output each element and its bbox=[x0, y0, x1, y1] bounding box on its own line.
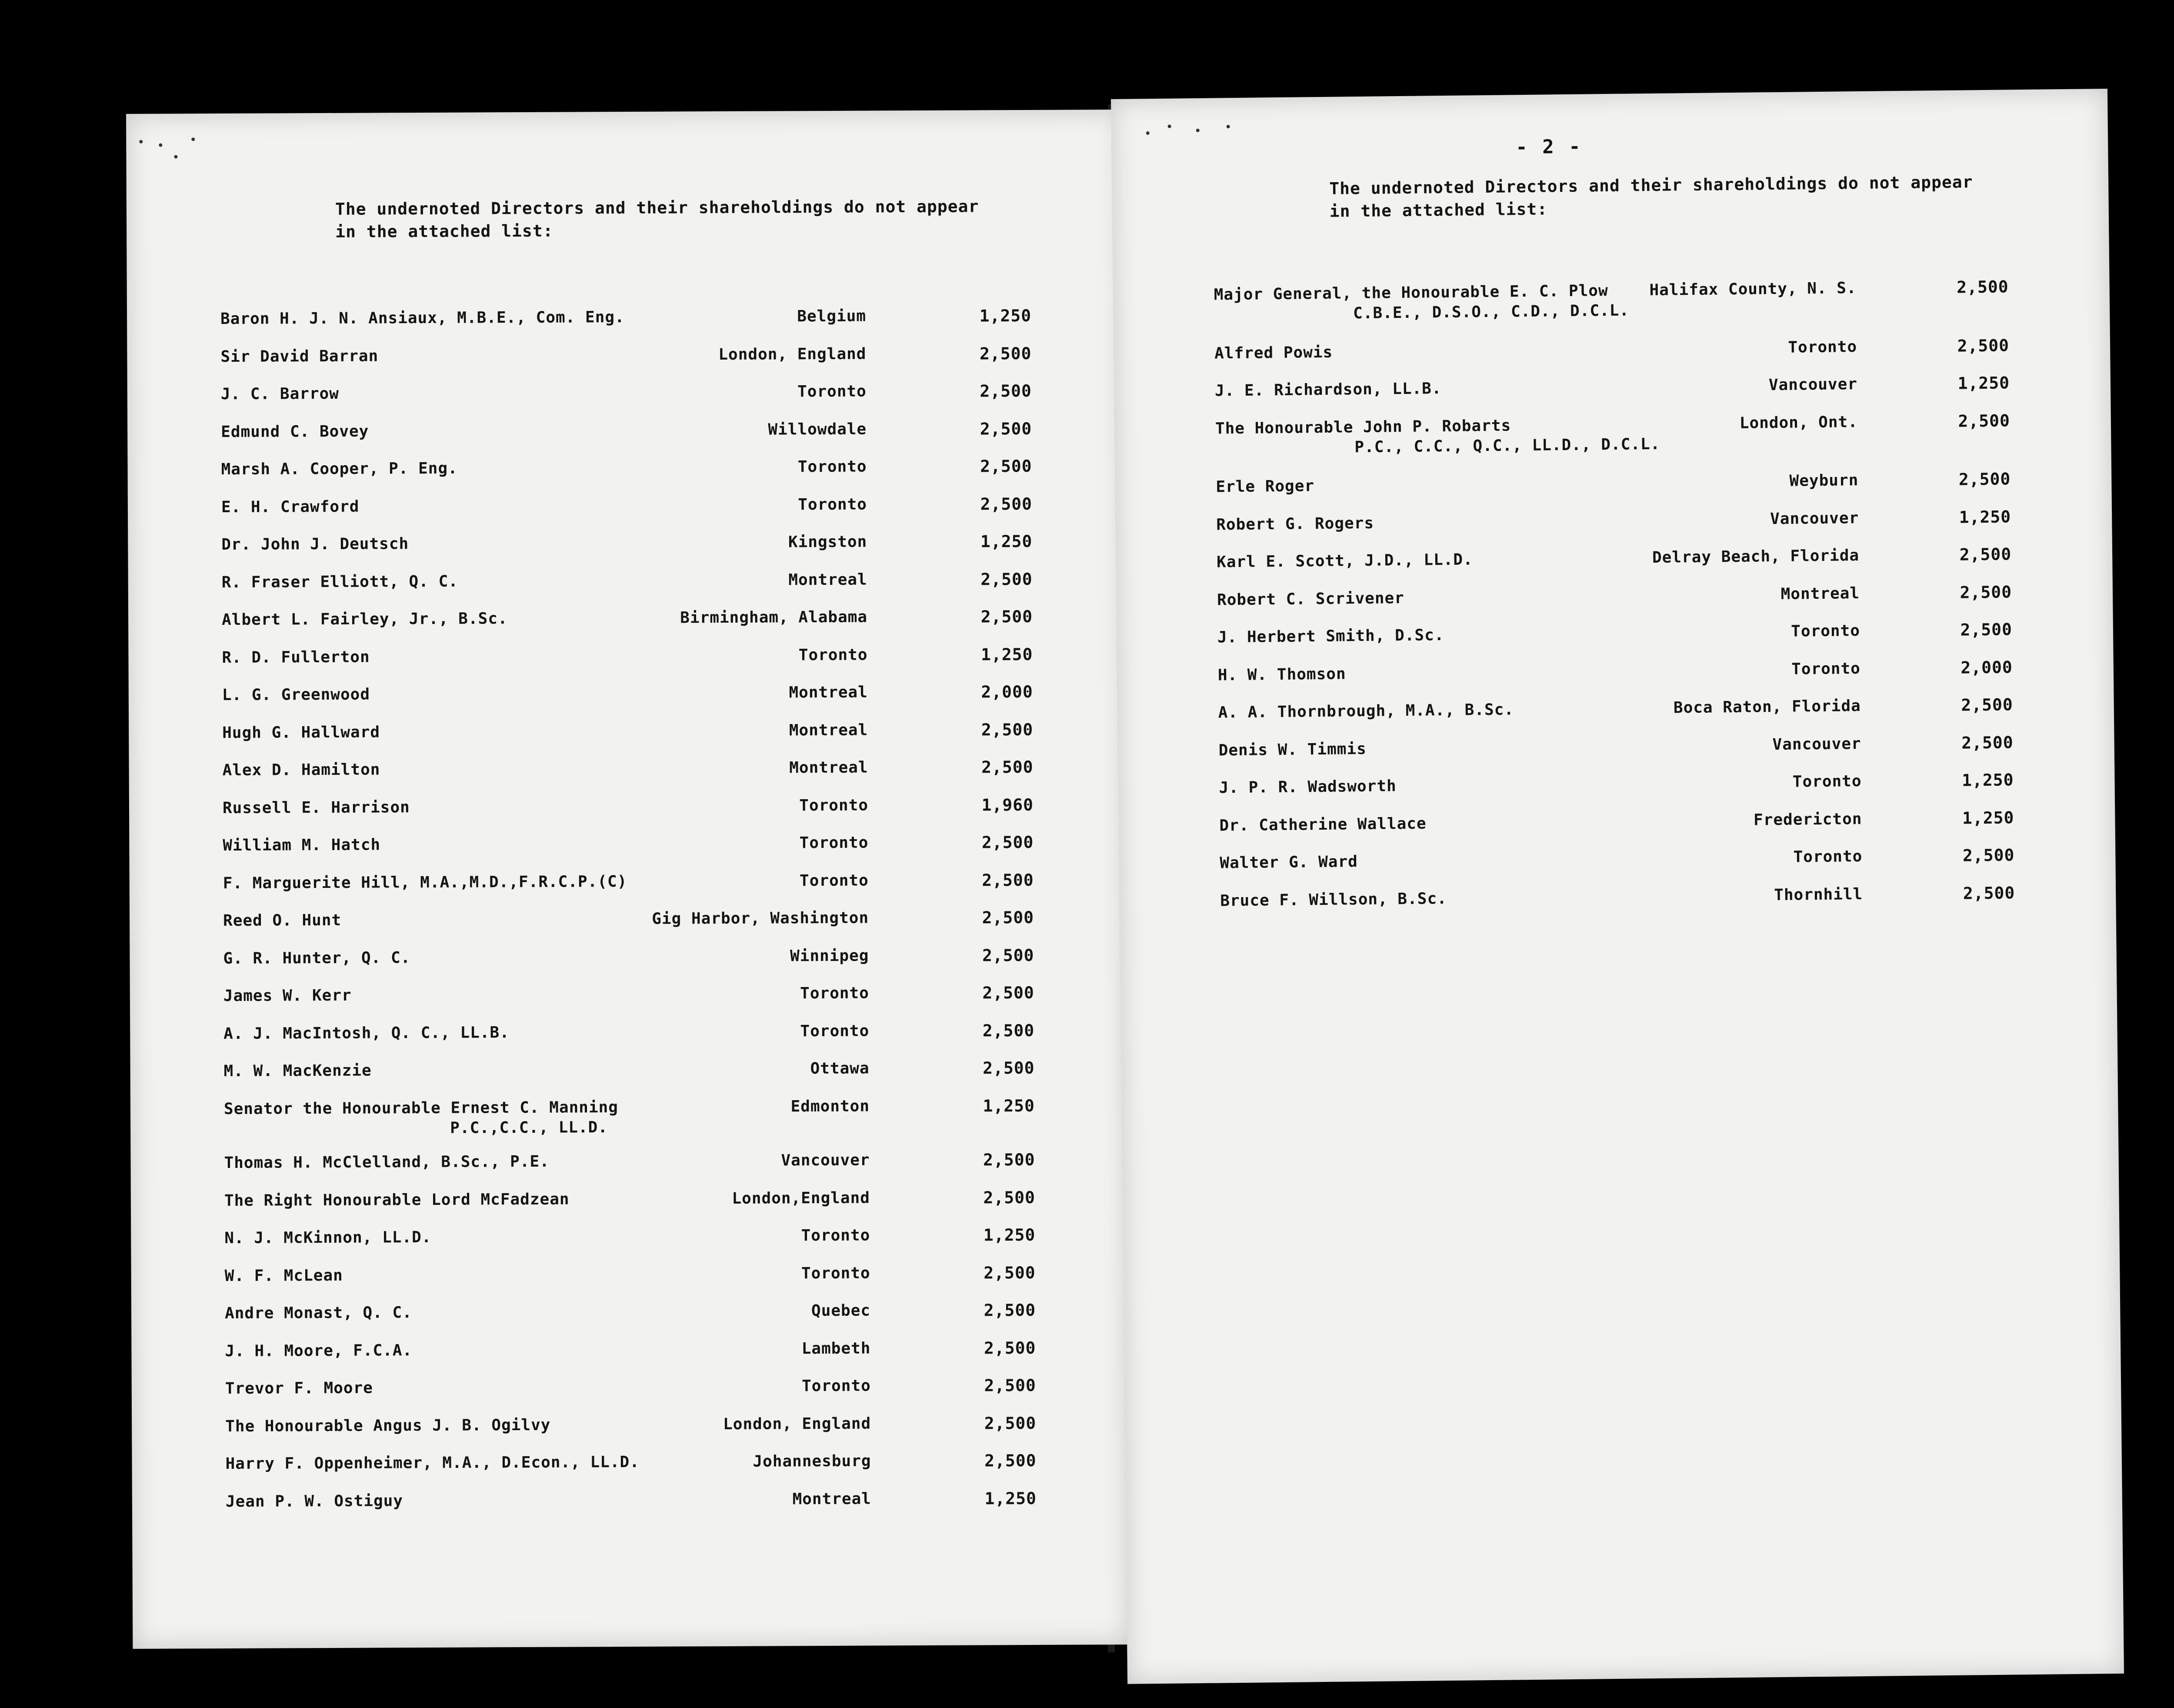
director-location: Montreal bbox=[789, 683, 868, 702]
director-shares: 2,500 bbox=[984, 1451, 1037, 1471]
heading-line-1: The undernoted Directors and their shareholdings do not appear bbox=[335, 197, 979, 219]
director-location: Toronto bbox=[801, 1377, 871, 1395]
table-row bbox=[128, 606, 1125, 629]
director-name-line-1: Erle Roger bbox=[1216, 477, 1315, 496]
director-shares: 2,500 bbox=[984, 1413, 1037, 1433]
director-name-line-1: J. E. Richardson, LL.B. bbox=[1214, 380, 1442, 400]
director-name-line-1: Denis W. Timmis bbox=[1218, 740, 1367, 759]
director-location: Vancouver bbox=[1770, 509, 1859, 528]
director-name bbox=[222, 685, 370, 705]
director-location: Vancouver bbox=[781, 1151, 870, 1170]
director-location: Delray Beach, Florida bbox=[1652, 547, 1860, 567]
speck bbox=[1168, 125, 1171, 128]
director-name bbox=[1218, 664, 1346, 685]
director-location: Belgium bbox=[797, 307, 867, 326]
director-name-line-1: J. Herbert Smith, D.Sc. bbox=[1217, 626, 1444, 647]
director-name-line-1: Edmund C. Bovey bbox=[221, 422, 369, 441]
director-shares: 1,960 bbox=[981, 795, 1034, 814]
director-name bbox=[1217, 550, 1473, 572]
director-name-line-1: F. Marguerite Hill, M.A.,M.D.,F.R.C.P.(C) bbox=[223, 872, 627, 892]
director-location: London,England bbox=[732, 1189, 870, 1208]
director-name-line-1: W. F. McLean bbox=[224, 1266, 343, 1285]
director-location: Toronto bbox=[799, 796, 869, 814]
director-shares: 2,500 bbox=[984, 1375, 1036, 1395]
director-name-line-1: Dr. Catherine Wallace bbox=[1219, 814, 1427, 834]
table-row bbox=[130, 1095, 1127, 1137]
director-shares: 2,500 bbox=[980, 607, 1033, 627]
director-name-line-1: Robert C. Scrivener bbox=[1217, 589, 1405, 609]
table-row bbox=[1117, 694, 2114, 722]
director-shares: 2,500 bbox=[1959, 544, 2012, 564]
director-shares: 2,500 bbox=[1961, 695, 2013, 715]
director-location: Winnipeg bbox=[790, 947, 869, 965]
table-row bbox=[127, 305, 1124, 328]
director-name-line-1: Jean P. W. Ostiguy bbox=[225, 1491, 403, 1511]
director-location: Toronto bbox=[800, 1022, 870, 1040]
director-location: Montreal bbox=[792, 1490, 872, 1508]
director-shares: 2,500 bbox=[1958, 469, 2011, 489]
table-row bbox=[130, 944, 1126, 967]
heading bbox=[1329, 170, 1973, 222]
director-name bbox=[222, 609, 508, 630]
director-location: Toronto bbox=[798, 495, 867, 514]
table-row bbox=[1115, 468, 2111, 496]
director-name-line-1: L. G. Greenwood bbox=[222, 685, 370, 704]
director-name-line-1: Russell E. Harrison bbox=[222, 798, 410, 817]
director-location: Montreal bbox=[789, 758, 868, 777]
director-location: Vancouver bbox=[1768, 375, 1858, 394]
director-location: Fredericton bbox=[1753, 810, 1862, 829]
director-location: Montreal bbox=[1781, 584, 1860, 603]
director-shares: 2,500 bbox=[981, 832, 1034, 852]
director-name-line-1: Trevor F. Moore bbox=[225, 1379, 373, 1398]
director-shares: 2,500 bbox=[984, 1263, 1036, 1282]
director-name bbox=[1220, 852, 1358, 873]
director-name-line-1: Bruce F. Willson, B.Sc. bbox=[1220, 889, 1447, 910]
director-shares: 2,500 bbox=[1962, 845, 2015, 865]
director-location: Montreal bbox=[789, 721, 868, 739]
table-row bbox=[132, 1412, 1128, 1435]
director-shares: 1,250 bbox=[980, 531, 1033, 551]
page-number: - 2 - bbox=[1515, 135, 1582, 159]
director-name bbox=[222, 571, 458, 592]
director-name-line-1: Alex D. Hamilton bbox=[222, 761, 380, 780]
director-name bbox=[1216, 513, 1374, 535]
table-row bbox=[130, 869, 1126, 892]
director-shares: 2,500 bbox=[1960, 620, 2013, 640]
director-name-line-1: William M. Hatch bbox=[223, 836, 381, 855]
page-right bbox=[1111, 89, 2124, 1684]
table-row bbox=[129, 832, 1126, 855]
director-name bbox=[222, 722, 380, 743]
director-name-line-1: The Right Honourable Lord McFadzean bbox=[224, 1190, 570, 1210]
director-name bbox=[224, 1061, 372, 1081]
table-row bbox=[1116, 543, 2112, 571]
director-shares: 2,500 bbox=[981, 720, 1034, 739]
table-row bbox=[131, 1224, 1127, 1248]
director-location: Vancouver bbox=[1772, 734, 1861, 754]
table-row bbox=[1118, 806, 2115, 834]
director-location: Willowdale bbox=[768, 420, 867, 439]
director-name bbox=[1218, 739, 1367, 761]
director-shares: 2,500 bbox=[1957, 277, 2009, 297]
director-name-line-1: A. A. Thornbrough, M.A., B.Sc. bbox=[1218, 701, 1514, 722]
director-name bbox=[220, 307, 625, 329]
director-name-line-1: Dr. John J. Deutsch bbox=[221, 535, 409, 554]
director-location: Lambeth bbox=[801, 1339, 871, 1358]
table-row bbox=[127, 380, 1124, 404]
director-name-line-1: Thomas H. McClelland, B.Sc., P.E. bbox=[224, 1152, 550, 1172]
table-row bbox=[1117, 731, 2114, 759]
director-name-line-1: H. W. Thomson bbox=[1217, 664, 1346, 684]
table-row bbox=[132, 1488, 1129, 1511]
director-shares: 2,500 bbox=[979, 344, 1032, 363]
director-name-line-1: Sir David Barran bbox=[220, 347, 379, 366]
director-name-line-1: J. C. Barrow bbox=[220, 384, 339, 404]
director-name bbox=[226, 1491, 403, 1512]
director-location: London, Ont. bbox=[1739, 413, 1858, 432]
director-location: London, England bbox=[723, 1414, 871, 1433]
director-shares: 2,500 bbox=[982, 1021, 1035, 1040]
director-name-line-1: The Honourable John P. Robarts bbox=[1215, 416, 1511, 438]
director-shares: 2,000 bbox=[1961, 657, 2013, 677]
director-name-line-1: G. R. Hunter, Q. C. bbox=[223, 948, 411, 967]
director-location: Gig Harbor, Washington bbox=[652, 909, 869, 928]
table-row bbox=[131, 1337, 1128, 1360]
table-row bbox=[129, 757, 1125, 780]
director-name-line-1: Reed O. Hunt bbox=[223, 911, 342, 930]
director-name-line-1: The Honourable Angus J. B. Ogilvy bbox=[225, 1416, 551, 1435]
director-name-line-1: J. H. Moore, F.C.A. bbox=[225, 1341, 413, 1360]
table-row bbox=[131, 1262, 1128, 1285]
director-location: Weyburn bbox=[1789, 471, 1859, 490]
director-name-line-2: P.C.,C.C., LL.D. bbox=[450, 1118, 608, 1137]
director-location: Toronto bbox=[1792, 772, 1862, 791]
director-location: Toronto bbox=[1791, 622, 1861, 640]
director-name-line-1: Karl E. Scott, J.D., LL.D. bbox=[1216, 550, 1473, 571]
director-location: London, England bbox=[718, 345, 867, 364]
director-location: Toronto bbox=[1793, 847, 1863, 866]
table-row bbox=[130, 1057, 1127, 1081]
director-shares: 2,500 bbox=[984, 1338, 1036, 1358]
table-row bbox=[132, 1375, 1128, 1398]
director-shares: 2,500 bbox=[982, 983, 1034, 1003]
table-row bbox=[1113, 276, 2110, 323]
table-row bbox=[130, 982, 1127, 1005]
table-row bbox=[1115, 505, 2112, 534]
director-name bbox=[224, 1189, 570, 1211]
speck bbox=[1227, 125, 1230, 128]
table-row bbox=[129, 681, 1125, 704]
director-name bbox=[223, 948, 410, 969]
director-location: Toronto bbox=[799, 834, 869, 852]
director-shares: 2,500 bbox=[983, 1150, 1035, 1170]
director-location: Edmonton bbox=[790, 1097, 870, 1115]
director-location: Toronto bbox=[797, 382, 867, 401]
director-location: Montreal bbox=[788, 570, 867, 589]
director-location: Toronto bbox=[797, 457, 867, 476]
director-name-line-2: C.B.E., D.S.O., C.D., D.C.L. bbox=[1353, 301, 1630, 323]
director-shares: 2,500 bbox=[1958, 410, 2011, 431]
director-name-line-1: J. P. R. Wadsworth bbox=[1219, 777, 1397, 797]
director-name bbox=[221, 497, 360, 517]
director-location: Quebec bbox=[811, 1301, 871, 1320]
director-name-line-1: Harry F. Oppenheimer, M.A., D.Econ., LL.D. bbox=[225, 1453, 640, 1473]
heading-line-2: in the attached list: bbox=[1329, 199, 1548, 221]
table-row bbox=[129, 719, 1125, 742]
director-name bbox=[1217, 588, 1404, 610]
director-name-line-1: E. H. Crawford bbox=[221, 497, 360, 516]
director-name bbox=[223, 911, 341, 931]
director-location: Toronto bbox=[799, 871, 869, 890]
speck bbox=[1146, 131, 1150, 135]
director-name bbox=[1215, 414, 1661, 459]
heading-line-1: The undernoted Directors and their shareholdings do not appear bbox=[1329, 172, 1973, 198]
director-shares: 1,250 bbox=[1959, 507, 2011, 527]
director-location: Thornhill bbox=[1774, 885, 1863, 904]
director-shares: 2,500 bbox=[980, 419, 1032, 438]
director-name bbox=[1219, 776, 1397, 798]
director-name bbox=[223, 1023, 510, 1044]
table-row bbox=[131, 1300, 1128, 1323]
director-shares: 2,500 bbox=[982, 945, 1034, 965]
director-shares: 2,500 bbox=[1957, 335, 2010, 356]
director-name-line-1: Major General, the Honourable E. C. Plow bbox=[1214, 282, 1608, 304]
speck bbox=[139, 140, 143, 143]
director-name-line-1: Marsh A. Cooper, P. Eng. bbox=[221, 459, 458, 479]
director-name-line-1: James W. Kerr bbox=[223, 986, 352, 1005]
page-left bbox=[126, 110, 1129, 1649]
director-name-line-1: Andre Monast, Q. C. bbox=[224, 1304, 412, 1323]
table-row bbox=[1117, 618, 2113, 647]
director-name bbox=[1220, 889, 1447, 911]
director-shares: 2,500 bbox=[980, 381, 1032, 401]
director-name-line-1: M. W. MacKenzie bbox=[223, 1061, 372, 1081]
director-shares: 2,500 bbox=[982, 870, 1034, 890]
director-name bbox=[223, 797, 410, 818]
director-location: Halifax County, N. S. bbox=[1649, 279, 1857, 300]
table-row bbox=[130, 1020, 1127, 1043]
director-location: Boca Raton, Florida bbox=[1673, 697, 1861, 717]
director-name bbox=[224, 1098, 618, 1139]
director-shares: 2,500 bbox=[980, 569, 1033, 589]
heading bbox=[335, 195, 979, 243]
director-name bbox=[1214, 342, 1333, 364]
director-shares: 2,500 bbox=[980, 456, 1032, 476]
director-location: Toronto bbox=[798, 646, 868, 664]
director-name bbox=[225, 1303, 412, 1324]
director-shares: 2,500 bbox=[1960, 582, 2012, 602]
director-shares: 1,250 bbox=[1962, 807, 2014, 828]
table-row bbox=[130, 1149, 1127, 1172]
director-name bbox=[1217, 625, 1444, 647]
table-row bbox=[1118, 769, 2114, 797]
director-shares: 1,250 bbox=[983, 1096, 1035, 1115]
director-name-line-2: P.C., C.C., Q.C., LL.D., D.C.L. bbox=[1354, 435, 1661, 456]
table-row bbox=[1117, 656, 2114, 684]
director-location: Birmingham, Alabama bbox=[680, 608, 868, 627]
director-shares: 2,000 bbox=[981, 682, 1033, 702]
director-shares: 1,250 bbox=[984, 1488, 1037, 1508]
director-location: Toronto bbox=[1791, 659, 1861, 678]
director-location: Toronto bbox=[801, 1226, 870, 1245]
director-name bbox=[225, 1265, 343, 1286]
director-name-line-1: A. J. MacIntosh, Q. C., LL.B. bbox=[223, 1023, 510, 1043]
director-name bbox=[221, 421, 369, 442]
table-row bbox=[1119, 844, 2115, 872]
director-name bbox=[1215, 379, 1442, 401]
director-name-line-1: Baron H. J. N. Ansiaux, M.B.E., Com. Eng. bbox=[220, 308, 625, 328]
director-name bbox=[223, 986, 352, 1006]
table-row bbox=[1119, 881, 2116, 910]
director-name bbox=[222, 760, 380, 781]
table-row bbox=[128, 568, 1125, 591]
speck bbox=[191, 137, 195, 141]
director-shares: 2,500 bbox=[982, 907, 1034, 927]
director-name-line-1: Hugh G. Hallward bbox=[222, 723, 380, 742]
director-shares: 1,250 bbox=[983, 1225, 1036, 1245]
director-name bbox=[225, 1452, 640, 1474]
director-name-line-1: Senator the Honourable Ernest C. Manning bbox=[223, 1098, 619, 1118]
director-location: Kingston bbox=[788, 533, 867, 551]
director-name bbox=[1214, 281, 1629, 325]
director-name bbox=[225, 1378, 373, 1399]
director-location: Toronto bbox=[801, 1264, 870, 1282]
director-name bbox=[222, 647, 370, 667]
director-shares: 2,500 bbox=[983, 1188, 1035, 1207]
heading-line-2: in the attached list: bbox=[335, 221, 554, 241]
table-row bbox=[131, 1187, 1127, 1210]
table-row bbox=[132, 1450, 1128, 1473]
director-name bbox=[1216, 476, 1314, 497]
director-name bbox=[1218, 700, 1514, 723]
director-shares: 2,500 bbox=[1963, 883, 2015, 903]
director-shares: 1,250 bbox=[979, 306, 1032, 326]
speck bbox=[174, 155, 177, 158]
director-name-line-1: Alfred Powis bbox=[1214, 343, 1333, 363]
table-row bbox=[129, 794, 1126, 817]
director-name-line-1: R. Fraser Elliott, Q. C. bbox=[221, 572, 458, 591]
table-row bbox=[127, 456, 1124, 479]
table-row bbox=[1116, 580, 2113, 609]
table-row bbox=[1114, 334, 2110, 363]
director-name bbox=[221, 534, 409, 555]
table-row bbox=[127, 343, 1124, 366]
director-shares: 2,500 bbox=[1961, 732, 2014, 753]
director-name-line-1: N. J. McKinnon, LL.D. bbox=[224, 1228, 432, 1248]
director-name-line-1: Robert G. Rogers bbox=[1216, 514, 1374, 534]
director-name-line-1: R. D. Fullerton bbox=[222, 648, 370, 667]
director-name-line-1: Albert L. Fairley, Jr., B.Sc. bbox=[221, 610, 508, 629]
table-row bbox=[127, 418, 1124, 441]
director-name bbox=[1219, 814, 1427, 836]
speck bbox=[159, 143, 162, 147]
table-row bbox=[1114, 409, 2111, 456]
director-name-line-1: Walter G. Ward bbox=[1220, 853, 1358, 872]
director-name bbox=[220, 346, 378, 367]
director-name bbox=[224, 1228, 431, 1248]
director-shares: 2,500 bbox=[980, 494, 1033, 514]
director-shares: 1,250 bbox=[1961, 770, 2014, 790]
director-name bbox=[225, 1415, 550, 1436]
table-row bbox=[128, 644, 1125, 667]
director-name bbox=[223, 871, 627, 893]
table-row bbox=[130, 907, 1126, 930]
director-shares: 2,500 bbox=[983, 1058, 1035, 1078]
director-name bbox=[221, 459, 457, 480]
director-name bbox=[224, 1152, 549, 1173]
director-location: Ottawa bbox=[810, 1059, 870, 1078]
director-name bbox=[225, 1341, 412, 1361]
director-shares: 2,500 bbox=[984, 1300, 1036, 1320]
director-shares: 1,250 bbox=[980, 644, 1033, 664]
table-row bbox=[1114, 372, 2111, 400]
director-shares: 2,500 bbox=[981, 757, 1034, 777]
director-location: Toronto bbox=[800, 984, 869, 1003]
director-name bbox=[221, 384, 339, 404]
director-location: Johannesburg bbox=[753, 1452, 871, 1471]
table-row bbox=[128, 493, 1124, 516]
speck bbox=[1196, 129, 1200, 132]
director-shares: 1,250 bbox=[1957, 373, 2010, 393]
table-row bbox=[128, 531, 1124, 554]
director-location: Toronto bbox=[1788, 337, 1857, 357]
director-name bbox=[223, 835, 380, 856]
